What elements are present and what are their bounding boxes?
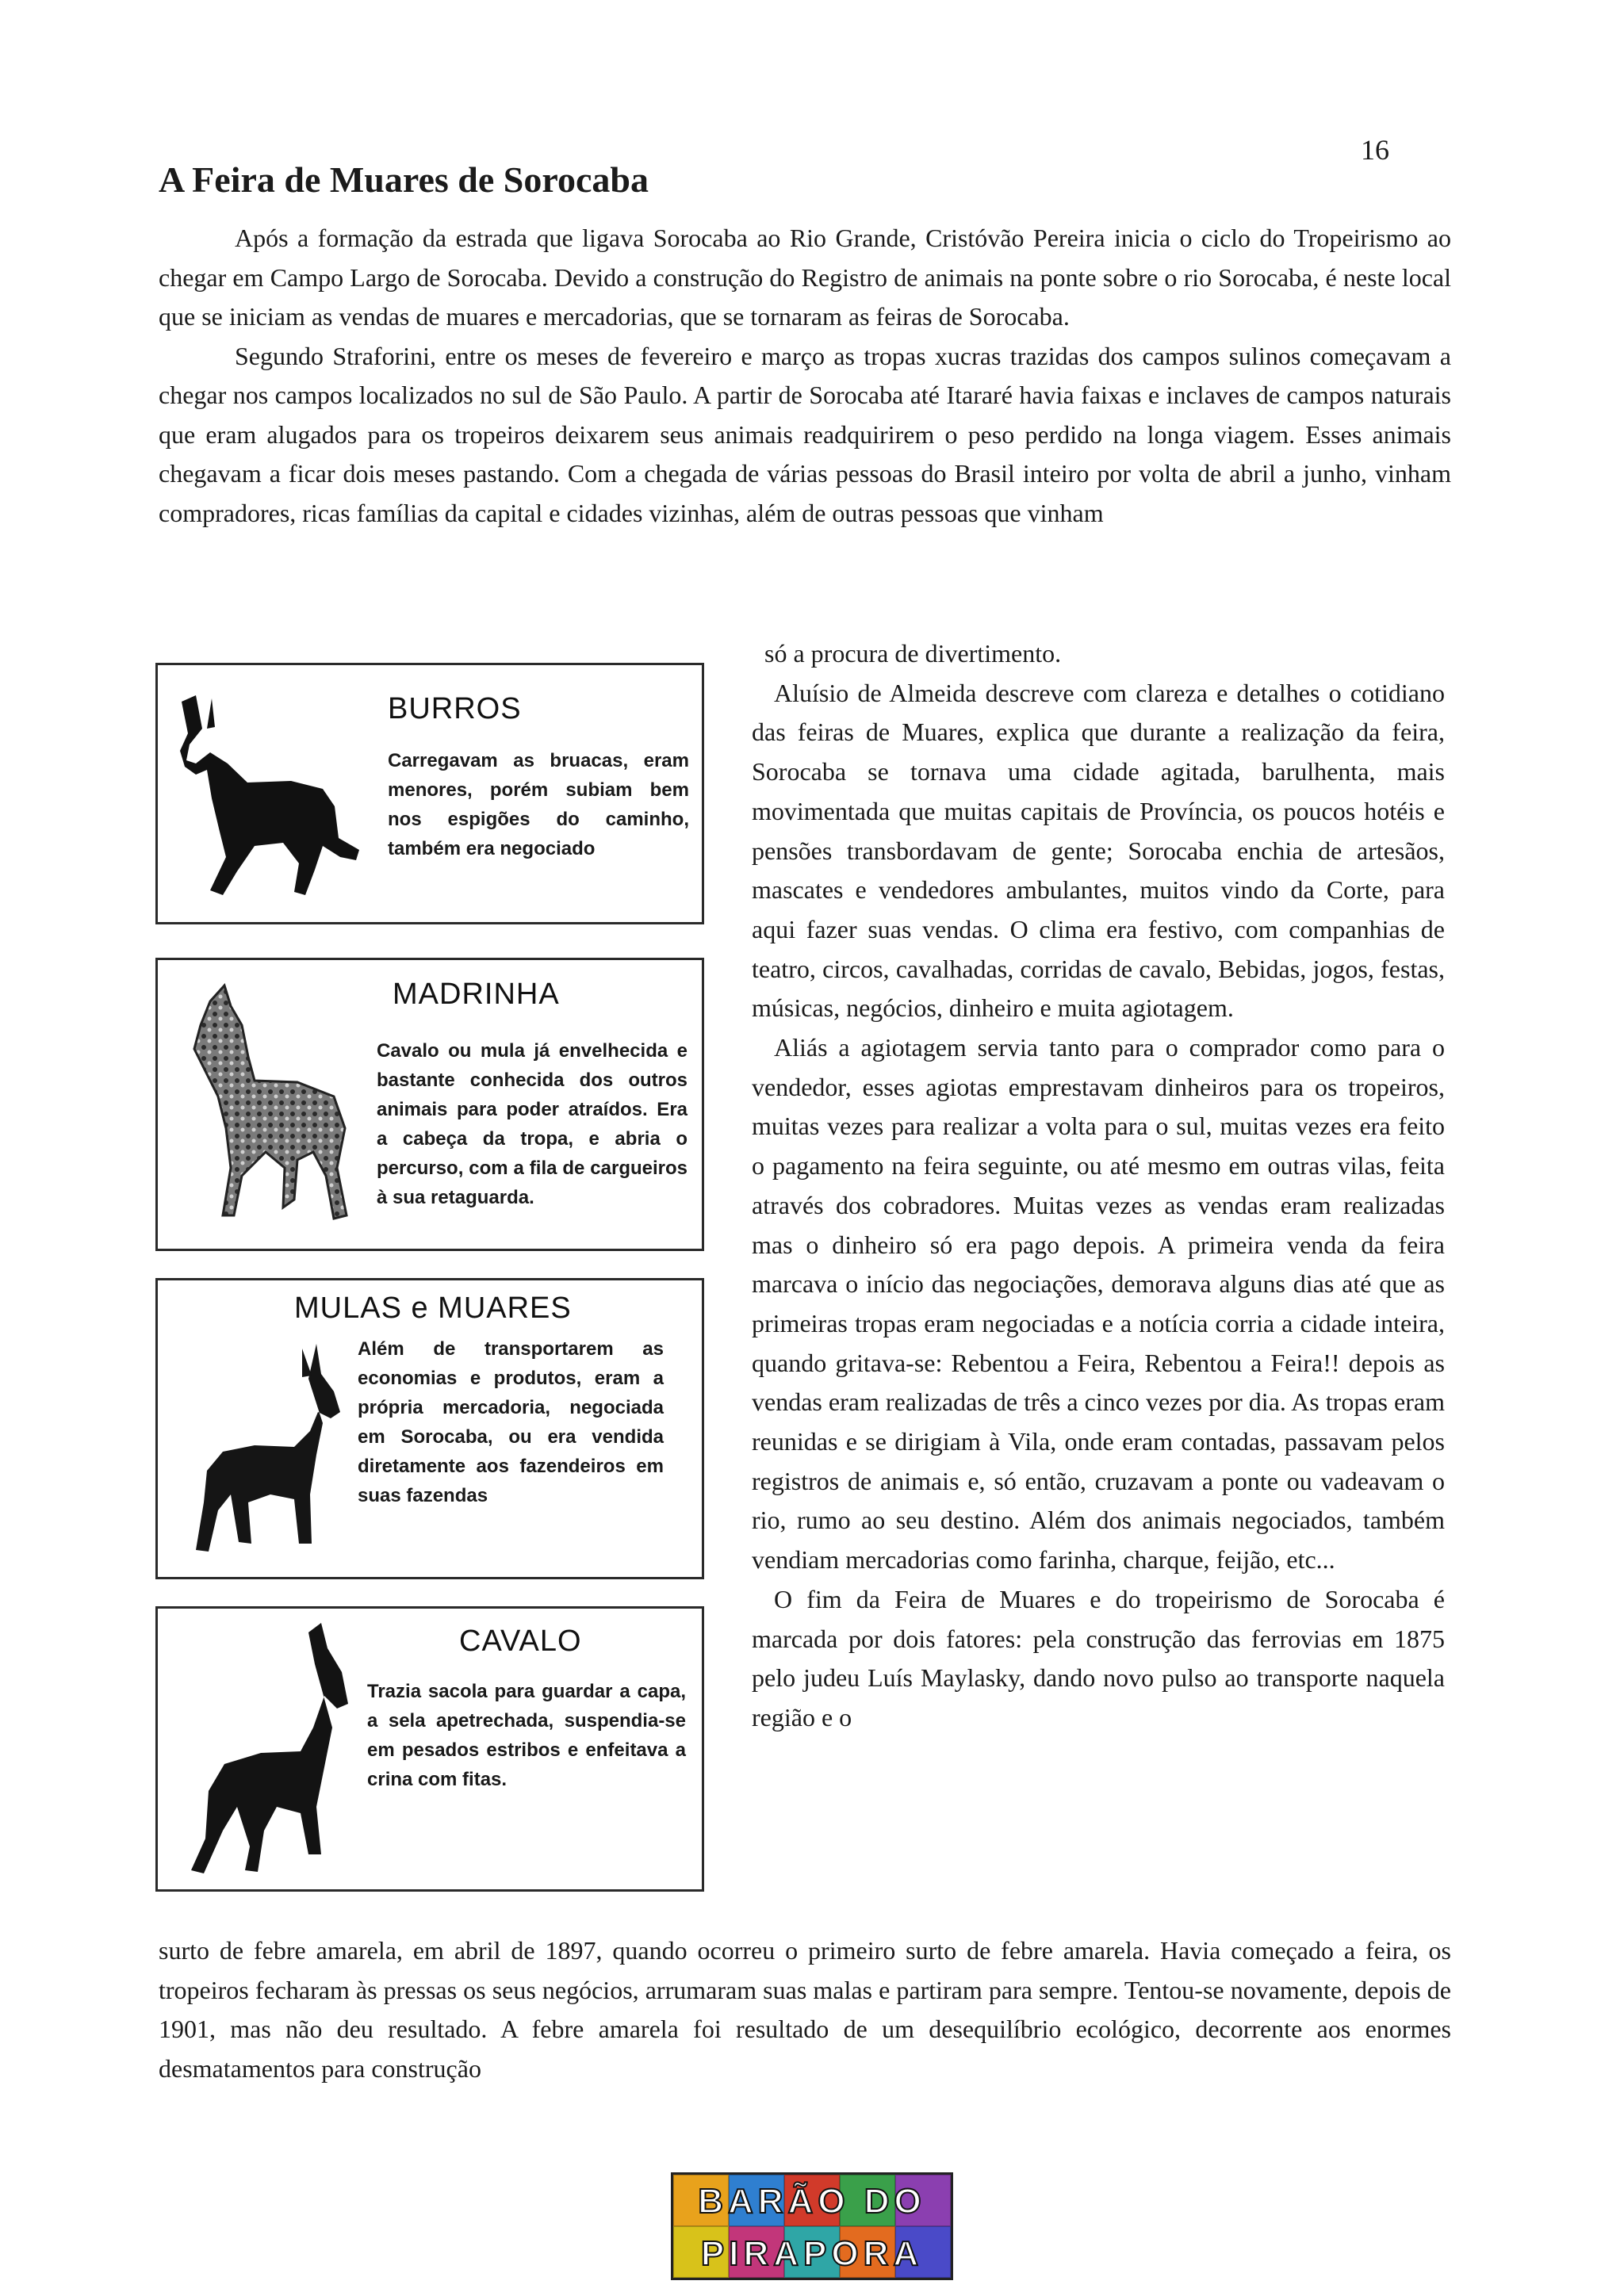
box-title-cavalo: CAVALO (459, 1624, 582, 1658)
right-paragraph-3: Aluísio de Almeida descreve com clareza e detalhes o cotidiano das feiras de Muares, explica que durante a realização da feira, Sorocaba se tornava uma cidade agitada, barulhenta, mais movimentada que muitas capitais de Província, os poucos hotéis e pensões transbordavam de gente; Sorocaba enchia de artesãos, mascates e vendedores ambulantes, muitos vindo da Corte, para aqui fazer suas vendas. O clima era festivo, com companhias de teatro, circos, cavalhadas, corridas de cavalo, Bebidas, jogos, festas, músicas, negócios, dinheiro e muita agiotagem. (752, 678, 1445, 1023)
box-title-madrinha: MADRINHA (393, 978, 560, 1011)
right-paragraph-5: O fim da Feira de Muares e do tropeirismo de Sorocaba é marcada por dois fatores: pela construção das ferrovias em 1875 pelo judeu Luís Maylasky, dando novo pulso ao transporte naquela região e o (752, 1584, 1445, 1732)
intro-paragraph-1: Após a formação da estrada que ligava Sorocaba ao Rio Grande, Cristóvão Pereira inicia o ciclo do Tropeirismo ao chegar em Campo Largo de Sorocaba. Devido a construção do Registro de animais na ponte sobre o rio Sorocaba, é neste local que se iniciam as vendas de muares e mercadorias, que se tornaram as feiras de Sorocaba. (159, 224, 1451, 331)
box-desc-madrinha: Cavalo ou mula já envelhecida e bastante conhecida dos outros animais para poder atraídos. Era a cabeça da tropa, e abria o percurso, com a fila de cargueiros à sua retaguarda. (377, 1040, 688, 1208)
animal-box-cavalo (155, 1606, 704, 1892)
animal-box-burros (155, 663, 704, 924)
intro-text (159, 219, 1451, 533)
logo-line-1: BARÃO DO (698, 2182, 926, 2221)
box-desc-mulas: Além de transportarem as economias e produtos, eram a própria mercadoria, negociada em Sorocaba, ou era vendida diretamente aos fazendeiros em suas fazendas (358, 1338, 664, 1506)
box-desc-burros: Carregavam as bruacas, eram menores, porém subiam bem nos espigões do caminho, também era negociado (388, 750, 689, 859)
right-paragraph-4: Aliás a agiotagem servia tanto para o comprador como para o vendedor, esses agiotas emprestavam dinheiros para os tropeiros, muitas vezes para realizar a volta para o sul, muitas vezes era feito o pagamento na feira seguinte, ou até mesmo em outras vilas, feita através dos cobradores. Muitas vezes as vendas eram realizadas mas o dinheiro só era pago depois. A primeira venda da feira marcava o início das negociações, demorava alguns dias até que as primeiras tropas eram negociadas e a notícia corria a cidade inteira, quando gritava-se: Rebentou a Feira, Rebentou a Feira!! depois as vendas eram realizadas de três a cinco vezes por dia. As tropas eram reunidas e se dirigiam à Vila, onde eram contadas, passavam pelos registros de animais e, só então, cruzavam a ponte ou vadeavam o rio, rumo ao seu destino. Além dos animais negociados, também vendiam mercadorias como farinha, charque, feijão, etc... (752, 1033, 1445, 1575)
logo-line-2: PIRAPORA (700, 2234, 924, 2273)
animal-box-madrinha (155, 958, 704, 1251)
right-paragraph-continuation: só a procura de divertimento. (764, 639, 1062, 668)
right-column (752, 634, 1445, 1738)
intro-paragraph-2: Segundo Straforini, entre os meses de fevereiro e março as tropas xucras trazidas dos campos sulinos começavam a chegar nos campos localizados no sul de São Paulo. A partir de Sorocaba até Itararé havia faixas e inclaves de campos naturais que eram alugados para os tropeiros deixarem seus animais readquirirem o peso perdido na longa viagem. Esses animais chegavam a ficar dois meses pastando. Com a chegada de várias pessoas do Brasil inteiro por volta de abril a junho, vinham compradores, ricas famílias da capital e cidades vizinhas, além de outras pessoas que vinham (159, 341, 1451, 527)
box-title-burros: BURROS (388, 692, 522, 725)
page-number: 16 (1361, 134, 1389, 166)
page-title: A Feira de Muares de Sorocaba (159, 159, 649, 200)
madrinha-horse-icon (178, 978, 369, 1239)
horse-icon (174, 1617, 372, 1878)
donkey-icon (172, 687, 370, 901)
closing-paragraph: surto de febre amarela, em abril de 1897, quando ocorreu o primeiro surto de febre amarela. Havia começado a feira, os tropeiros fecharam às pressas os seus negócios, arrumaram suas malas e partiram para sempre. Tentou-se novamente, depois de 1901, mas não deu resultado. A febre amarela foi resultado de um desequilíbrio ecológico, decorrente aos enormes desmatamentos para construção (159, 1936, 1451, 2083)
animal-box-mulas (155, 1278, 704, 1579)
box-desc-cavalo: Trazia sacola para guardar a capa, a sela apetrechada, suspendia-se em pesados estribos e enfeitava a crina com fitas. (367, 1681, 686, 1790)
mule-icon (175, 1336, 358, 1566)
box-title-mulas: MULAS e MUARES (294, 1292, 572, 1325)
